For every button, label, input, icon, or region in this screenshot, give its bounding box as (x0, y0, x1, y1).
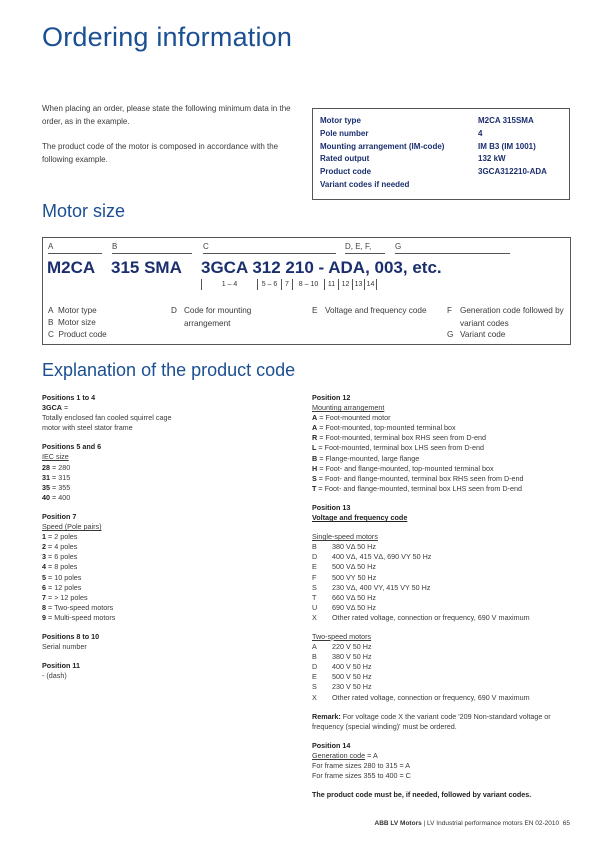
underline-b (112, 253, 192, 254)
list-item-text: 230 VΔ, 400 VY, 415 VY 50 Hz (332, 582, 431, 592)
pos7-title: Position 7 (42, 511, 77, 521)
list-item-text: 6 poles (54, 552, 78, 562)
list-item-code: 40 (42, 492, 50, 502)
list-item-text: 400 VΔ, 415 VΔ, 690 VY 50 Hz (332, 552, 432, 562)
list-item-code: X (312, 612, 317, 622)
list-item: 1 = 2 poles (42, 532, 78, 542)
pos13-sub: Voltage and frequency code (312, 513, 408, 523)
list-item-code: T (312, 592, 317, 602)
list-item-text: 690 VΔ 50 Hz (332, 602, 376, 612)
list-item-text: 660 VΔ 50 Hz (332, 592, 376, 602)
code-motor-size: 315 SMA (111, 258, 182, 277)
order-value: 3GCA312210-ADA (478, 167, 547, 177)
list-item: L = Foot-mounted, terminal box LHS seen from D-end (312, 443, 484, 453)
two-speed-title: Two-speed motors (312, 631, 372, 641)
letter-c: C (203, 242, 209, 251)
intro-paragraph-1: When placing an order, please state the following minimum data in the order, as in the example. (42, 104, 291, 126)
list-item (312, 652, 570, 662)
underline-g (395, 253, 510, 254)
list-item (312, 562, 570, 572)
legend-f: F Generation code followed by variant codes (447, 306, 564, 328)
single-speed-list (312, 542, 570, 623)
list-item: 6 = 12 poles (42, 582, 82, 592)
list-item-code: B (312, 453, 318, 463)
list-item (312, 552, 570, 562)
list-item (312, 672, 570, 682)
list-item-text: Flange-mounted, large flange (325, 453, 420, 463)
pos1-4-title: Positions 1 to 4 (42, 393, 96, 402)
list-item-code: S (312, 682, 317, 692)
list-item-text: Two-speed motors (54, 602, 114, 612)
list-item: 5 = 10 poles (42, 572, 82, 582)
underline-a (48, 253, 102, 254)
order-example-box (312, 108, 570, 200)
single-speed-title: Single-speed motors (312, 532, 378, 542)
code-product-code: 3GCA 312 210 - ADA, 003, etc. (201, 258, 442, 277)
order-value: 132 kW (478, 154, 506, 164)
pos14-line-1: For frame sizes 280 to 315 = A (312, 761, 411, 770)
list-item-code: E (312, 562, 317, 572)
cell-pos-14: 14 (364, 279, 377, 290)
cell-pos-1-4: 1 – 4 (201, 279, 257, 290)
list-item: 4 = 8 poles (42, 562, 78, 572)
list-item-code: 28 (42, 462, 50, 472)
cell-pos-12: 12 (338, 279, 352, 290)
list-item-code: 9 (42, 612, 46, 622)
list-item: A = Foot-mounted motor (312, 413, 391, 423)
list-item-text: Other rated voltage, connection or frequency, 690 V maximum (332, 612, 530, 622)
list-item (312, 542, 570, 552)
list-item-code: 7 (42, 592, 46, 602)
list-item (312, 693, 570, 703)
list-item-code: 2 (42, 542, 46, 552)
pos7-list (42, 532, 282, 623)
list-item-text: Foot-mounted, top-mounted terminal box (325, 423, 456, 433)
final-note: The product code must be, if needed, followed by variant codes. (312, 790, 532, 800)
list-item-text: 500 VΔ 50 Hz (332, 562, 376, 572)
list-item (312, 642, 570, 652)
list-item-code: L (312, 443, 317, 453)
list-item-text: 355 (58, 482, 71, 492)
legend-d: D Code for mounting arrangement (171, 306, 252, 328)
list-item-text: > 12 poles (54, 592, 88, 602)
pos5-6-title: Positions 5 and 6 (42, 442, 102, 452)
order-row (320, 166, 569, 179)
legend-c: C Product code (48, 330, 107, 339)
list-item: R = Foot-mounted, terminal box RHS seen from D-end (312, 433, 486, 443)
list-item-code: 1 (42, 532, 46, 542)
list-item: 9 = Multi-speed motors (42, 612, 116, 622)
order-row (320, 153, 569, 166)
list-item: 8 = Two-speed motors (42, 602, 114, 612)
letter-a: A (48, 242, 54, 251)
list-item-text: 12 poles (54, 582, 82, 592)
cell-pos-8-10: 8 – 10 (292, 279, 324, 290)
legend-g: G Variant code (447, 330, 506, 339)
position-cells (201, 279, 381, 291)
list-item-code: 3 (42, 552, 46, 562)
list-item-text: Other rated voltage, connection or frequency, 690 V maximum (332, 692, 530, 702)
list-item-text: 2 poles (54, 532, 78, 542)
list-item-text: 380 VΔ 50 Hz (332, 542, 376, 552)
list-item-code: A (312, 413, 318, 423)
letter-def: D, E, F, (345, 242, 372, 251)
motor-size-box (42, 237, 571, 345)
list-item-text: Foot-mounted motor (325, 413, 391, 423)
list-item (312, 583, 570, 593)
pos1-4-code: 3GCA (42, 403, 62, 413)
list-item-text: Foot- and flange-mounted, terminal box LHS seen from D-end (324, 483, 522, 493)
letter-b: B (112, 242, 118, 251)
list-item-text: Foot- and flange-mounted, terminal box RHS seen from D-end (325, 473, 524, 483)
explanation-heading: Explanation of the product code (42, 360, 296, 380)
pos12-title: Position 12 (312, 393, 351, 402)
list-item: 35 = 355 (42, 482, 71, 492)
list-item: 7 = > 12 poles (42, 592, 88, 602)
list-item (312, 593, 570, 603)
list-item-code: E (312, 672, 317, 682)
footer (375, 820, 570, 827)
remark: Remark: For voltage code X the variant code '209 Non-standard voltage or frequency (special winding)' must be ordered. (312, 711, 551, 731)
pos1-4-desc: Totally enclosed fan cooled squirrel cage motor with steel stator frame (42, 413, 172, 433)
pos12-sub: Mounting arrangement (312, 403, 385, 413)
list-item-text: 500 V 50 Hz (332, 672, 372, 682)
order-label: Mounting arrangement (IM-code) (320, 141, 445, 151)
list-item: T = Foot- and flange-mounted, terminal box LHS seen from D-end (312, 483, 522, 493)
list-item-code: X (312, 692, 317, 702)
pos11-desc: - (dash) (42, 671, 67, 681)
two-speed-list (312, 642, 570, 703)
list-item-text: 500 VY 50 Hz (332, 572, 377, 582)
explanation-left-column: Positions 1 to 4 3GCA = Totally enclosed fan cooled squirrel cage motor with steel stator frame Positions 5 and 6 IEC size 28 = 280 31 = 315 35 = 355 40 = 400 Position 7 Speed (Pole pairs) 1 = 2 poles 2 = 4 poles 3 = 6 poles 4 = 8 poles 5 = 10 poles 6 = 12 poles 7 = > 12 poles 8 = Two-speed motors 9 = Multi-speed motors Positions 8 to 10 Serial number Position 11 - (dash) (42, 393, 282, 681)
list-item-text: 220 V 50 Hz (332, 642, 372, 652)
order-label: Motor type (320, 116, 361, 125)
underline-c (203, 253, 336, 254)
intro-paragraph-2: The product code of the motor is composed in accordance with the following example. (42, 142, 279, 164)
list-item-code: 4 (42, 562, 46, 572)
footer-brand: ABB LV Motors (374, 820, 422, 827)
page-title: Ordering information (42, 22, 293, 52)
list-item-code: D (312, 662, 318, 672)
list-item-code: A (312, 642, 317, 652)
pos5-6-sub: IEC size (42, 452, 69, 462)
pos11-title: Position 11 (42, 661, 80, 671)
list-item-code: D (312, 552, 318, 562)
footer-text: | LV Industrial performance motors EN 02-2010 (421, 820, 560, 827)
order-label: Variant codes if needed (320, 179, 410, 189)
list-item: 40 = 400 (42, 492, 71, 502)
code-motor-type: M2CA (47, 258, 96, 277)
pos8-10-desc: Serial number (42, 642, 87, 652)
motor-size-heading: Motor size (42, 201, 126, 221)
list-item-code: A (312, 423, 318, 433)
list-item-text: 315 (58, 472, 71, 482)
explanation-right-column (312, 393, 570, 800)
order-label: Rated output (320, 154, 370, 164)
list-item-code: 6 (42, 582, 46, 592)
list-item-code: B (312, 652, 317, 662)
list-item-code: 35 (42, 482, 50, 492)
list-item (312, 613, 570, 623)
list-item-text: 400 (58, 492, 71, 502)
pos12-list (312, 413, 570, 494)
list-item-text: 10 poles (54, 572, 82, 582)
list-item-code: 5 (42, 572, 46, 582)
list-item-text: 400 V 50 Hz (332, 662, 372, 672)
order-value: M2CA 315SMA (478, 116, 534, 125)
cell-pos-11: 11 (324, 279, 338, 290)
order-row (320, 128, 569, 141)
pos5-6-list (42, 463, 282, 503)
list-item-code: R (312, 433, 318, 443)
cell-pos-5-6: 5 – 6 (257, 279, 281, 290)
list-item-text: 380 V 50 Hz (332, 652, 372, 662)
legend-b: B Motor size (48, 318, 96, 327)
list-item-text: Foot-mounted, terminal box LHS seen from D-end (324, 443, 484, 453)
list-item-code: U (312, 602, 318, 612)
list-item-code: S (312, 582, 317, 592)
list-item: 3 = 6 poles (42, 552, 78, 562)
list-item-code: 8 (42, 602, 46, 612)
letter-g: G (395, 242, 402, 251)
list-item-code: S (312, 473, 317, 483)
list-item (312, 682, 570, 692)
list-item-code: F (312, 572, 317, 582)
list-item-text: Foot- and flange-mounted, top-mounted terminal box (325, 463, 494, 473)
list-item (312, 603, 570, 613)
order-row (320, 141, 569, 154)
list-item: 31 = 315 (42, 472, 71, 482)
order-value: IM B3 (IM 1001) (478, 141, 536, 151)
legend-e: E Voltage and frequency code (312, 306, 427, 315)
list-item-code: H (312, 463, 318, 473)
order-label: Pole number (320, 128, 369, 138)
list-item-code: T (312, 483, 317, 493)
list-item-code: 31 (42, 472, 50, 482)
list-item: A = Foot-mounted, top-mounted terminal box (312, 423, 456, 433)
list-item-text: 230 V 50 Hz (332, 682, 372, 692)
list-item-code: B (312, 542, 317, 552)
order-value: 4 (478, 128, 483, 138)
pos7-sub: Speed (Pole pairs) (42, 522, 102, 532)
pos14-line-2: For frame sizes 355 to 400 = C (312, 771, 411, 781)
pos14-title: Position 14 (312, 740, 351, 750)
list-item: H = Foot- and flange-mounted, top-mounted terminal box (312, 463, 494, 473)
list-item-text: 280 (58, 462, 71, 472)
list-item-text: 8 poles (54, 562, 78, 572)
list-item (312, 662, 570, 672)
pos14-sub: Generation code = A (312, 750, 378, 760)
order-row (320, 115, 569, 128)
list-item: B = Flange-mounted, large flange (312, 453, 420, 463)
pos13-title: Position 13 (312, 502, 351, 512)
cell-pos-13: 13 (352, 279, 364, 290)
order-row (320, 179, 569, 192)
cell-pos-7: 7 (281, 279, 292, 290)
underline-def (345, 253, 385, 254)
list-item-text: Foot-mounted, terminal box RHS seen from D-end (325, 433, 486, 443)
list-item: 28 = 280 (42, 462, 71, 472)
list-item: 2 = 4 poles (42, 542, 78, 552)
list-item-text: Multi-speed motors (54, 612, 116, 622)
pos8-10-title: Positions 8 to 10 (42, 631, 100, 641)
order-label: Product code (320, 167, 372, 177)
legend-a: A Motor type (48, 306, 97, 315)
list-item (312, 573, 570, 583)
list-item-text: 4 poles (54, 542, 78, 552)
list-item: S = Foot- and flange-mounted, terminal box RHS seen from D-end (312, 473, 524, 483)
page-number: 65 (562, 820, 570, 827)
